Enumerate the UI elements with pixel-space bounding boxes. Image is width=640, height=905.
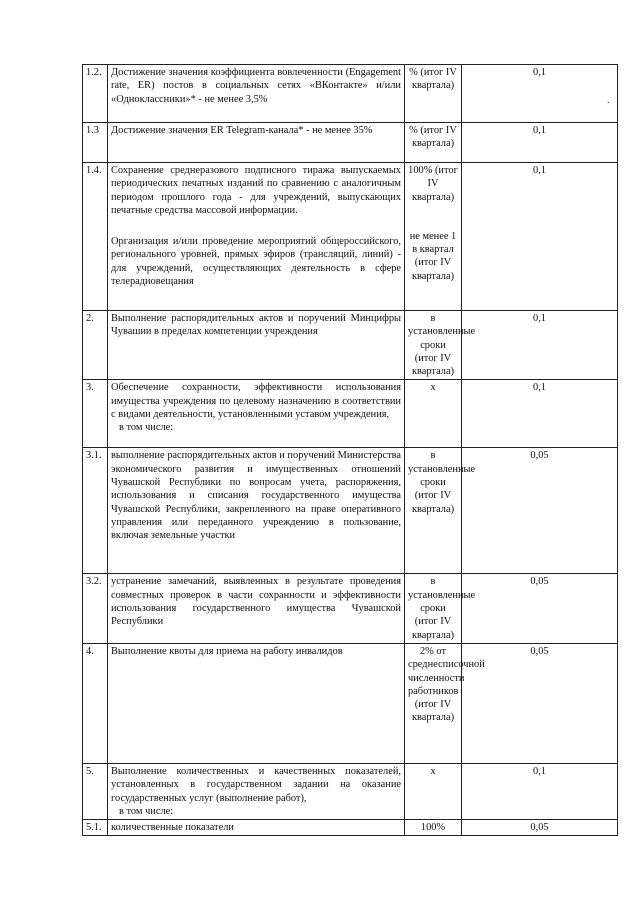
measure-unit: х xyxy=(405,380,462,448)
weight-value: 0,05 xyxy=(462,574,618,643)
table-row xyxy=(83,574,618,643)
row-number: 3.1. xyxy=(83,448,108,574)
indicator-text: Достижение значения ER Telegram-канала* - не менее 35% xyxy=(108,123,405,163)
measure-unit-secondary: не менее 1 в квартал (итог IV квартала) xyxy=(409,230,457,282)
measure-unit: % (итог IV квартала) xyxy=(405,123,462,163)
measure-unit: в установленные сроки (итог IV квартала) xyxy=(405,448,462,574)
table-row xyxy=(83,163,618,311)
measure-unit: в установленные сроки (итог IV квартала) xyxy=(405,574,462,643)
row-number: 5. xyxy=(83,763,108,819)
table-row xyxy=(83,820,618,836)
row-number: 3. xyxy=(83,380,108,448)
indicator-text: Обеспечение сохранности, эффективности использования имущества учреждения по целевому назначению в соответствии с видами деятельности, установленными уставом учреждения, xyxy=(111,382,401,421)
table-row xyxy=(83,448,618,574)
row-number: 1.4. xyxy=(83,163,108,311)
indicator-text-secondary: Организация и/или проведение мероприятий общероссийского, регионального уровней, прямых эфиров (трансляций, линий) - для учреждений, осуществляющих деятельность в сфере телерадиовещания xyxy=(111,236,401,288)
row-number: 3.2. xyxy=(83,574,108,643)
stray-mark: . xyxy=(607,95,610,106)
measure-unit: 100% xyxy=(405,820,462,836)
indicator-text: Сохранение среднеразового подписного тиража выпускаемых периодических печатных изданий по сравнению с аналогичным периодом прошлого года - для учреждений, выпускающих печатные средства массовой информации. xyxy=(111,165,401,216)
table-row xyxy=(83,65,618,123)
weight-value: 0,1 xyxy=(462,65,618,123)
weight-value: 0,1 xyxy=(462,763,618,819)
indicator-text: Выполнение распорядительных актов и поручений Минцифры Чувашии в пределах компетенции учреждения xyxy=(108,311,405,380)
measure-unit: % (итог IV квартала) xyxy=(405,65,462,123)
weight-value: 0,05 xyxy=(462,820,618,836)
weight-value: 0,1 xyxy=(462,123,618,163)
weight-value: 0,1 xyxy=(462,380,618,448)
indicators-table xyxy=(82,64,618,836)
spacer xyxy=(111,217,401,235)
table-row xyxy=(83,763,618,819)
row-number: 1.2. xyxy=(83,65,108,123)
row-number: 1.3 xyxy=(83,123,108,163)
table-row xyxy=(83,123,618,163)
weight-value: 0,05 xyxy=(462,643,618,763)
indicator-text: выполнение распорядительных актов и поручений Министерства экономического развития и имущественных отношений Чувашской Республики по вопросам учета, распоряжения, использования и списания государственного имущества Чувашской Республики, закрепленного на праве оперативного управления или переданного учреждению в пользование, включая земельные участки xyxy=(108,448,405,574)
indicator-text: устранение замечаний, выявленных в результате проведения совместных проверок в части сохранности и эффективности использования государственного имущества Чувашской Республики xyxy=(108,574,405,643)
indicator-text: Выполнение количественных и качественных показателей, установленных в государственном задании на оказание государственных услуг (выполнение работ), xyxy=(111,765,401,804)
row-number: 2. xyxy=(83,311,108,380)
measure-unit: 2% от среднесписочной численности работников (итог IV квартала) xyxy=(405,643,462,763)
measure-unit: х xyxy=(405,763,462,819)
indicator-note: в том числе: xyxy=(119,805,174,817)
measure-unit: 100% (итог IV квартала) xyxy=(408,165,458,203)
table-row xyxy=(83,380,618,448)
weight-value: 0,05 xyxy=(462,448,618,574)
weight-value: 0,1 xyxy=(462,311,618,380)
indicator-text: количественные показатели xyxy=(108,820,405,836)
table-row xyxy=(83,643,618,763)
indicator-text: Выполнение квоты для приема на работу инвалидов xyxy=(108,643,405,763)
row-number: 5.1. xyxy=(83,820,108,836)
weight-value: 0,1 xyxy=(462,163,618,311)
indicator-text: Достижение значения коэффициента вовлеченности (Engagement rate, ER) постов в социальных сетях «ВКонтакте» и/или «Одноклассники»* - не менее 3,5% xyxy=(108,65,405,123)
table-row xyxy=(83,311,618,380)
row-number: 4. xyxy=(83,643,108,763)
indicator-note: в том числе: xyxy=(119,422,174,434)
spacer xyxy=(408,204,458,230)
measure-unit: в установленные сроки (итог IV квартала) xyxy=(405,311,462,380)
measure-cell xyxy=(405,163,462,311)
indicator-cell xyxy=(108,163,405,311)
indicator-cell xyxy=(108,763,405,819)
indicator-cell xyxy=(108,380,405,448)
